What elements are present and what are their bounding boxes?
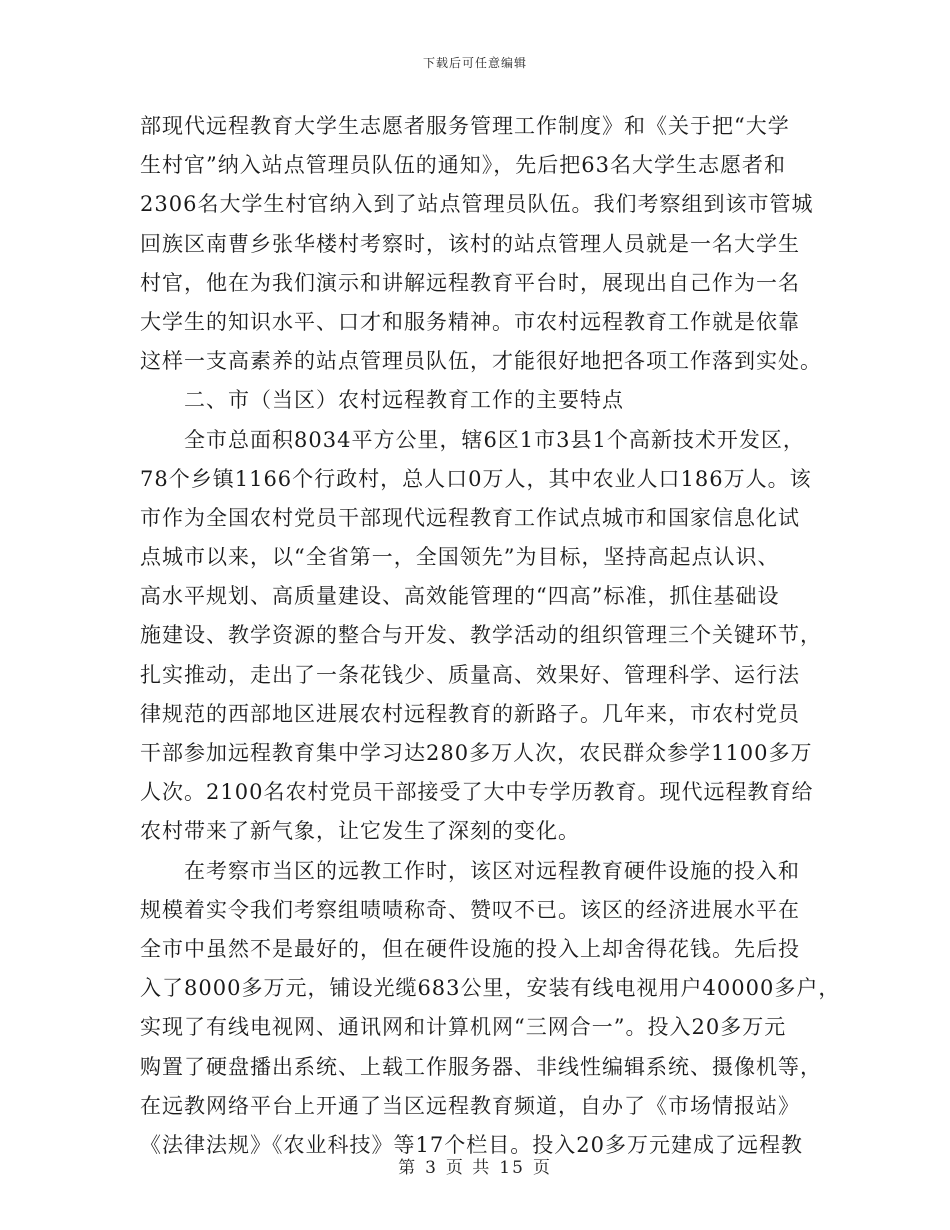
text-line: 购置了硬盘播出系统、上载工作服务器、非线性编辑系统、摄像机等， xyxy=(140,1054,822,1079)
text-line: 村官，他在为我们演示和讲解远程教育平台时，展现出自己作为一名 xyxy=(140,270,800,295)
text-line: 全市中虽然不是最好的，但在硬件设施的投入上却舍得花钱。先后投 xyxy=(140,936,800,961)
text-line: 施建设、教学资源的整合与开发、教学活动的组织管理三个关键环节， xyxy=(140,623,822,648)
page-middle: 页 共 xyxy=(445,1158,492,1178)
page-footer xyxy=(0,1153,950,1178)
text-line: 律规范的西部地区进展农村远程教育的新路子。几年来，市农村党员 xyxy=(140,701,800,726)
text-line: 扎实推动，走出了一条花钱少、质量高、效果好、管理科学、运行法 xyxy=(140,662,800,687)
text-line: 这样一支高素养的站点管理员队伍，才能很好地把各项工作落到实处。 xyxy=(140,349,822,374)
text-line: 78个乡镇1166个行政村，总人口0万人，其中农业人口186万人。该 xyxy=(140,466,812,491)
text-line: 大学生的知识水平、口才和服务精神。市农村远程教育工作就是依靠 xyxy=(140,309,800,334)
text-line: 干部参加远程教育集中学习达280多万人次，农民群众参学1100多万 xyxy=(140,741,813,765)
page-prefix: 第 xyxy=(398,1158,418,1178)
text-line: 人次。2100名农村党员干部接受了大中专学历教育。现代远程教育给 xyxy=(140,780,814,805)
page-header: 下载后可任意编辑 xyxy=(422,56,527,70)
page-number: 3 xyxy=(425,1158,438,1178)
document-body xyxy=(140,107,841,1165)
text-line: 在考察市当区的远教工作时，该区对远程教育硬件设施的投入和 xyxy=(184,858,800,883)
section-heading: 二、市（当区）农村远程教育工作的主要特点 xyxy=(184,388,624,413)
text-line: 全市总面积8034平方公里，辖6区1市3县1个高新技术开发区， xyxy=(184,427,805,452)
text-line: 生村官”纳入站点管理员队伍的通知》，先后把63名大学生志愿者和 xyxy=(140,153,786,178)
text-line: 实现了有线电视网、通讯网和计算机网“三网合一”。投入20多万元 xyxy=(140,1015,787,1040)
text-line: 高水平规划、高质量建设、高效能管理的“四高”标准，抓住基础设 xyxy=(140,584,780,609)
text-line: 回族区南曹乡张华楼村考察时，该村的站点管理人员就是一名大学生 xyxy=(140,231,800,256)
page-total: 15 xyxy=(499,1158,525,1178)
text-line: 入了8000多万元，铺设光缆683公里，安装有线电视用户40000多户， xyxy=(140,976,841,1001)
text-line: 点城市以来，以“全省第一，全国领先”为目标，坚持高起点认识、 xyxy=(140,545,780,570)
text-line: 规模着实令我们考察组啧啧称奇、赞叹不已。该区的经济进展水平在 xyxy=(140,897,800,922)
text-line: 部现代远程教育大学生志愿者服务管理工作制度》和《关于把“大学 xyxy=(140,114,790,138)
text-line: 市作为全国农村党员干部现代远程教育工作试点城市和国家信息化试 xyxy=(140,505,800,530)
page-suffix: 页 xyxy=(532,1158,552,1178)
text-line: 农村带来了新气象，让它发生了深刻的变化。 xyxy=(140,819,580,844)
text-line: 2306名大学生村官纳入到了站点管理员队伍。我们考察组到该市管城 xyxy=(140,192,814,217)
text-line: 在远教网络平台上开通了当区远程教育频道，自办了《市场情报站》 xyxy=(140,1093,800,1118)
text-line: 《法律法规》《农业科技》等17个栏目。投入20多万元建成了远程教 xyxy=(140,1132,803,1157)
